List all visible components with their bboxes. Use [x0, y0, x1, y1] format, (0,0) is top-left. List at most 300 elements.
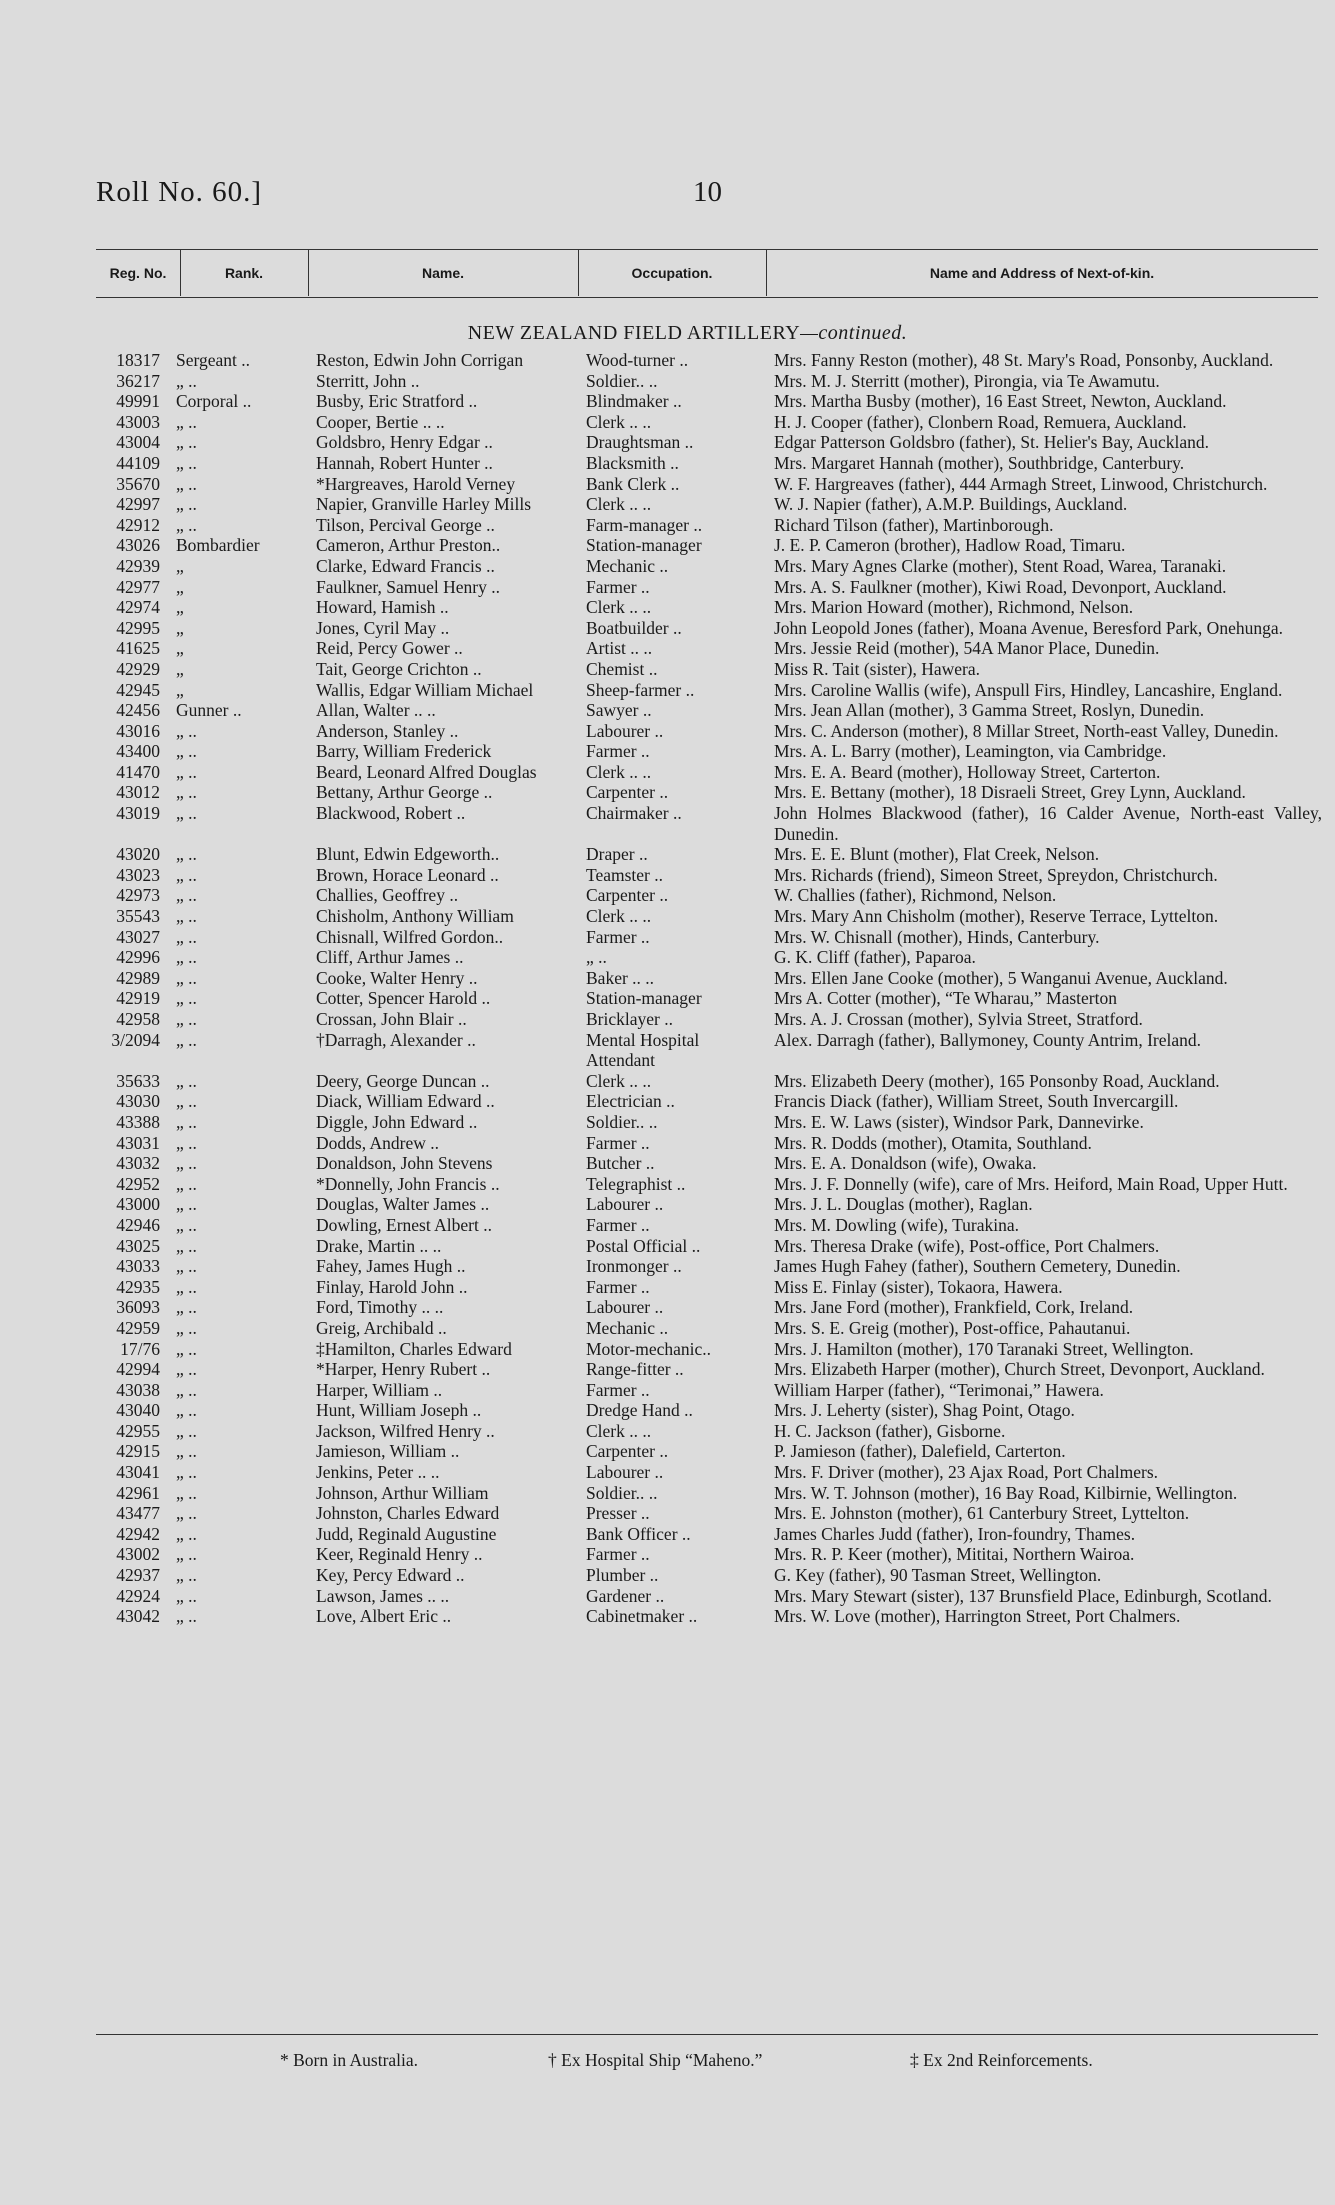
rank-cell: „ .. [176, 803, 197, 824]
name-cell: Anderson, Stanley .. [316, 720, 459, 741]
next-of-kin-cell: H. C. Jackson (father), Gisborne. [774, 1420, 1006, 1441]
next-of-kin-cell: Mrs. W. Love (mother), Harrington Street, Port Chalmers. [774, 1606, 1181, 1627]
table-row [96, 1503, 1335, 1524]
table-row [96, 988, 1335, 1009]
reg-no-cell: 42924 [116, 1585, 160, 1606]
reg-no-cell: 43019 [116, 803, 160, 824]
rank-cell: „ .. [176, 452, 197, 473]
next-of-kin-cell: Mrs. Ellen Jane Cooke (mother), 5 Wanganui Avenue, Auckland. [774, 967, 1228, 988]
table-row [96, 371, 1335, 392]
rank-cell: „ .. [176, 926, 197, 947]
next-of-kin-cell: W. J. Napier (father), A.M.P. Buildings, Auckland. [774, 494, 1128, 515]
reg-no-cell: 43023 [116, 864, 160, 885]
name-cell: Keer, Reginald Henry .. [316, 1544, 483, 1565]
reg-no-cell: 42942 [116, 1523, 160, 1544]
table-row [96, 680, 1335, 701]
next-of-kin-cell: Mrs. A. L. Barry (mother), Leamington, via Cambridge. [774, 741, 1167, 762]
name-cell: Faulkner, Samuel Henry .. [316, 576, 500, 597]
reg-no-cell: 43038 [116, 1379, 160, 1400]
next-of-kin-cell: Mrs. A. J. Crossan (mother), Sylvia Street, Stratford. [774, 1009, 1143, 1029]
reg-no-cell: 42955 [116, 1420, 160, 1441]
next-of-kin-cell: Francis Diack (father), William Street, South Invercargill. [774, 1091, 1179, 1112]
reg-no-cell: 43477 [116, 1503, 160, 1524]
name-cell: Sterritt, John .. [316, 370, 420, 391]
next-of-kin-cell: W. Challies (father), Richmond, Nelson. [774, 885, 1057, 906]
reg-no-cell: 42989 [116, 967, 160, 988]
name-cell: Harper, William .. [316, 1379, 443, 1400]
next-of-kin-cell: Mrs. Caroline Wallis (wife), Anspull Firs, Hindley, Lancashire, England. [774, 679, 1283, 700]
rank-cell: „ .. [176, 1297, 197, 1318]
rank-cell: „ [176, 658, 184, 679]
col-next-of-kin: Name and Address of Next-of-kin. [929, 265, 1155, 281]
occupation-cell: Wood-turner .. [586, 350, 689, 370]
next-of-kin-cell: Mrs. Mary Ann Chisholm (mother), Reserve Terrace, Lyttelton. [774, 906, 1219, 927]
name-cell: Johnson, Arthur William [316, 1482, 489, 1503]
table-row [96, 1462, 1335, 1483]
table-row [96, 453, 1335, 474]
occupation-cell: Motor-mechanic.. [586, 1338, 712, 1359]
occupation-cell: Electrician .. [586, 1091, 675, 1112]
next-of-kin-cell: G. K. Cliff (father), Paparoa. [774, 947, 976, 968]
next-of-kin-cell: James Hugh Fahey (father), Southern Cemetery, Dunedin. [774, 1256, 1181, 1277]
next-of-kin-cell: William Harper (father), “Terimonai,” Hawera. [774, 1379, 1104, 1400]
table-row [96, 432, 1335, 453]
table-row [96, 1071, 1335, 1092]
rank-cell: Sergeant .. [176, 350, 251, 370]
name-cell: Jamieson, William .. [316, 1441, 460, 1462]
next-of-kin-cell: Richard Tilson (father), Martinborough. [774, 514, 1054, 535]
name-cell: Cooke, Walter Henry .. [316, 967, 478, 988]
next-of-kin-cell: Miss R. Tait (sister), Hawera. [774, 658, 980, 679]
rank-cell: „ .. [176, 1029, 197, 1050]
name-cell: Goldsbro, Henry Edgar .. [316, 432, 493, 453]
roll-title: Roll No. 60.] [96, 176, 263, 208]
occupation-cell: Bricklayer .. [586, 1009, 673, 1029]
occupation-cell: Draper .. [586, 844, 648, 865]
occupation-cell: Teamster .. [586, 864, 664, 885]
next-of-kin-cell: Mrs. E. Bettany (mother), 18 Disraeli Street, Grey Lynn, Auckland. [774, 782, 1246, 803]
next-of-kin-cell: Mrs. Fanny Reston (mother), 48 St. Mary's Road, Ponsonby, Auckland. [774, 350, 1274, 370]
rank-cell: „ .. [176, 514, 197, 535]
name-cell: Judd, Reginald Augustine [316, 1523, 497, 1544]
name-cell: Brown, Horace Leonard .. [316, 864, 499, 885]
table-bottom-rule [96, 2034, 1318, 2035]
reg-no-cell: 42997 [116, 494, 160, 515]
next-of-kin-cell: Mrs. Mary Agnes Clarke (mother), Stent Road, Warea, Taranaki. [774, 555, 1227, 576]
table-row [96, 1297, 1335, 1318]
reg-no-cell: 42958 [116, 1009, 160, 1029]
col-reg-no: Reg. No. [96, 250, 181, 296]
table-row [96, 865, 1335, 886]
rank-cell: „ .. [176, 1523, 197, 1544]
occupation-cell: Station-manager [586, 988, 702, 1009]
table-row [96, 803, 1335, 844]
occupation-cell: Farmer .. [586, 1214, 650, 1235]
occupation-cell: Clerk .. .. [586, 597, 652, 618]
reg-no-cell: 42973 [116, 885, 160, 906]
table-row [96, 659, 1335, 680]
rank-cell: „ .. [176, 1256, 197, 1277]
name-cell: Wallis, Edgar William Michael [316, 679, 534, 700]
next-of-kin-cell: Miss E. Finlay (sister), Tokaora, Hawera. [774, 1276, 1063, 1297]
occupation-cell: „ .. [586, 947, 607, 968]
occupation-cell: Labourer .. [586, 1194, 664, 1215]
page-number: 10 [693, 176, 722, 208]
table-row [96, 597, 1335, 618]
next-of-kin-cell: Mrs. J. F. Donnelly (wife), care of Mrs. Heiford, Main Road, Upper Hutt. [774, 1173, 1288, 1194]
table-row [96, 1483, 1335, 1504]
rank-cell: „ .. [176, 988, 197, 1009]
next-of-kin-cell: Mrs. M. Dowling (wife), Turakina. [774, 1214, 1019, 1235]
table-row [96, 1421, 1335, 1442]
next-of-kin-cell: Mrs. S. E. Greig (mother), Post-office, Pahautanui. [774, 1317, 1131, 1338]
reg-no-cell: 42995 [116, 617, 160, 638]
rank-cell: „ .. [176, 494, 197, 515]
col-rank: Rank. [180, 250, 309, 296]
reg-no-cell: 43042 [116, 1606, 160, 1627]
name-cell: Tait, George Crichton .. [316, 658, 482, 679]
next-of-kin-cell: H. J. Cooper (father), Clonbern Road, Remuera, Auckland. [774, 411, 1187, 432]
next-of-kin-cell: Mrs. Richards (friend), Simeon Street, Spreydon, Christchurch. [774, 864, 1218, 885]
table-row [96, 1256, 1335, 1277]
table-row [96, 515, 1335, 536]
occupation-cell: Range-fitter .. [586, 1359, 684, 1380]
table-row [96, 1524, 1335, 1545]
next-of-kin-cell: Mrs. Margaret Hannah (mother), Southbridge, Canterbury. [774, 452, 1185, 473]
rank-cell: „ .. [176, 720, 197, 741]
reg-no-cell: 42912 [116, 514, 160, 535]
rank-cell: „ .. [176, 1009, 197, 1029]
name-cell: Blunt, Edwin Edgeworth.. [316, 844, 500, 865]
next-of-kin-cell: Mrs. J. Hamilton (mother), 170 Taranaki Street, Wellington. [774, 1338, 1194, 1359]
next-of-kin-cell: Edgar Patterson Goldsbro (father), St. Helier's Bay, Auckland. [774, 432, 1210, 453]
name-cell: *Harper, Henry Rubert .. [316, 1359, 491, 1380]
reg-no-cell: 35670 [116, 473, 160, 494]
reg-no-cell: 42945 [116, 679, 160, 700]
table-row [96, 1606, 1335, 1627]
col-name: Name. [308, 250, 579, 296]
reg-no-cell: 43388 [116, 1111, 160, 1132]
table-row [96, 947, 1335, 968]
occupation-cell: Chairmaker .. [586, 803, 682, 824]
name-cell: Reston, Edwin John Corrigan [316, 350, 524, 370]
occupation-cell: Blindmaker .. [586, 391, 682, 412]
reg-no-cell: 3/2094 [111, 1029, 160, 1050]
next-of-kin-cell: Mrs. M. J. Sterritt (mother), Pirongia, via Te Awamutu. [774, 370, 1160, 391]
rank-cell: „ [176, 679, 184, 700]
reg-no-cell: 43012 [116, 782, 160, 803]
reg-no-cell: 43032 [116, 1153, 160, 1174]
table-row [96, 927, 1335, 948]
occupation-cell: Mechanic .. [586, 1317, 669, 1338]
reg-no-cell: 42939 [116, 555, 160, 576]
name-cell: Fahey, James Hugh .. [316, 1256, 466, 1277]
next-of-kin-cell: Mrs. E. Johnston (mother), 61 Canterbury Street, Lyttelton. [774, 1503, 1190, 1524]
name-cell: Allan, Walter .. .. [316, 700, 436, 721]
next-of-kin-cell: Mrs. W. T. Johnson (mother), 16 Bay Road, Kilbirnie, Wellington. [774, 1482, 1238, 1503]
page-header [96, 176, 1326, 226]
section-title-text: NEW ZEALAND FIELD ARTILLERY [467, 322, 801, 344]
table-row [96, 412, 1335, 433]
next-of-kin-cell: Mrs. E. W. Laws (sister), Windsor Park, Dannevirke. [774, 1111, 1144, 1132]
next-of-kin-cell: John Leopold Jones (father), Moana Avenue, Beresford Park, Onehunga. [774, 617, 1283, 638]
reg-no-cell: 43002 [116, 1544, 160, 1565]
name-cell: Chisnall, Wilfred Gordon.. [316, 926, 504, 947]
next-of-kin-cell: Mrs. Marion Howard (mother), Richmond, Nelson. [774, 597, 1134, 618]
rank-cell: „ .. [176, 1565, 197, 1586]
rank-cell: Bombardier [176, 535, 260, 556]
occupation-cell: Labourer .. [586, 1297, 664, 1318]
reg-no-cell: 43030 [116, 1091, 160, 1112]
occupation-cell: Clerk .. .. [586, 494, 652, 515]
rank-cell: „ .. [176, 1400, 197, 1421]
occupation-cell: Ironmonger .. [586, 1256, 682, 1277]
table-row [96, 638, 1335, 659]
table-row [96, 1339, 1335, 1360]
next-of-kin-cell: Mrs. Martha Busby (mother), 16 East Street, Newton, Auckland. [774, 391, 1227, 412]
rank-cell: „ .. [176, 782, 197, 803]
name-cell: Jones, Cyril May .. [316, 617, 450, 638]
next-of-kin-cell: Mrs. J. Leherty (sister), Shag Point, Otago. [774, 1400, 1075, 1421]
reg-no-cell: 49991 [116, 391, 160, 412]
reg-no-cell: 17/76 [120, 1338, 160, 1359]
occupation-cell: Farmer .. [586, 1544, 650, 1565]
occupation-cell: Sawyer .. [586, 700, 652, 721]
reg-no-cell: 43026 [116, 535, 160, 556]
name-cell: Key, Percy Edward .. [316, 1565, 465, 1586]
occupation-cell: Mechanic .. [586, 555, 669, 576]
next-of-kin-cell: Mrs. Jane Ford (mother), Frankfield, Cork, Ireland. [774, 1297, 1134, 1318]
name-cell: Cooper, Bertie .. .. [316, 411, 445, 432]
reg-no-cell: 35633 [116, 1070, 160, 1091]
reg-no-cell: 42977 [116, 576, 160, 597]
name-cell: Drake, Martin .. .. [316, 1235, 442, 1256]
footnote-born-australia: * Born in Australia. [280, 2050, 419, 2070]
occupation-cell: Dredge Hand .. [586, 1400, 693, 1421]
rank-cell: „ .. [176, 411, 197, 432]
occupation-cell: Butcher .. [586, 1153, 655, 1174]
occupation-cell: Carpenter .. [586, 1441, 669, 1462]
occupation-cell: Clerk .. .. [586, 761, 652, 782]
reg-no-cell: 35543 [116, 906, 160, 927]
table-row [96, 1236, 1335, 1257]
reg-no-cell: 43025 [116, 1235, 160, 1256]
table-row [96, 885, 1335, 906]
table-row [96, 844, 1335, 865]
table-row [96, 1277, 1335, 1298]
col-occupation: Occupation. [578, 250, 767, 296]
occupation-cell: Farmer .. [586, 741, 650, 762]
name-cell: Love, Albert Eric .. [316, 1606, 452, 1627]
name-cell: *Hargreaves, Harold Verney [316, 473, 516, 494]
occupation-cell: Bank Clerk .. [586, 473, 680, 494]
table-row [96, 1112, 1335, 1133]
occupation-cell: Postal Official .. [586, 1235, 701, 1256]
occupation-cell: Plumber .. [586, 1565, 659, 1586]
name-cell: Dowling, Ernest Albert .. [316, 1214, 492, 1235]
name-cell: Lawson, James .. .. [316, 1585, 450, 1606]
table-row [96, 1400, 1335, 1421]
name-cell: Beard, Leonard Alfred Douglas [316, 761, 537, 782]
name-cell: Deery, George Duncan .. [316, 1070, 490, 1091]
reg-no-cell: 44109 [116, 452, 160, 473]
name-cell: Barry, William Frederick [316, 741, 492, 762]
rank-cell: „ .. [176, 1420, 197, 1441]
reg-no-cell: 36217 [116, 370, 160, 391]
name-cell: Challies, Geoffrey .. [316, 885, 459, 906]
name-cell: Dodds, Andrew .. [316, 1132, 439, 1153]
occupation-cell: Soldier.. .. [586, 370, 658, 391]
reg-no-cell: 43027 [116, 926, 160, 947]
rank-cell: „ .. [176, 1359, 197, 1380]
rank-cell: „ .. [176, 1503, 197, 1524]
name-cell: Reid, Percy Gower .. [316, 638, 463, 659]
reg-no-cell: 43033 [116, 1256, 160, 1277]
name-cell: Hunt, William Joseph .. [316, 1400, 482, 1421]
next-of-kin-cell: Mrs. R. P. Keer (mother), Mititai, Northern Wairoa. [774, 1544, 1135, 1565]
rank-cell: „ .. [176, 1091, 197, 1112]
table-row [96, 1318, 1335, 1339]
table-row [96, 762, 1335, 783]
reg-no-cell: 42915 [116, 1441, 160, 1462]
name-cell: †Darragh, Alexander .. [316, 1029, 476, 1050]
reg-no-cell: 43031 [116, 1132, 160, 1153]
occupation-cell: Soldier.. .. [586, 1482, 658, 1503]
rank-cell: „ [176, 555, 184, 576]
table-row [96, 1544, 1335, 1565]
next-of-kin-cell: Mrs A. Cotter (mother), “Te Wharau,” Masterton [774, 988, 1118, 1009]
rank-cell: „ .. [176, 1276, 197, 1297]
section-title-suffix: —continued. [800, 322, 908, 344]
table-row [96, 1153, 1335, 1174]
reg-no-cell: 41470 [116, 761, 160, 782]
reg-no-cell: 42996 [116, 947, 160, 968]
occupation-cell: Bank Officer .. [586, 1523, 691, 1544]
occupation-cell: Carpenter .. [586, 885, 669, 906]
reg-no-cell: 43400 [116, 741, 160, 762]
rank-cell: „ .. [176, 1544, 197, 1565]
next-of-kin-cell: James Charles Judd (father), Iron-foundry, Thames. [774, 1523, 1136, 1544]
next-of-kin-cell: Mrs. R. Dodds (mother), Otamita, Southland. [774, 1132, 1092, 1153]
name-cell: Napier, Granville Harley Mills [316, 494, 532, 515]
table-row [96, 1441, 1335, 1462]
rank-cell: „ .. [176, 741, 197, 762]
next-of-kin-cell: Mrs. E. E. Blunt (mother), Flat Creek, Nelson. [774, 844, 1100, 865]
rank-cell: „ .. [176, 1070, 197, 1091]
rank-cell: „ .. [176, 864, 197, 885]
rank-cell: „ .. [176, 370, 197, 391]
occupation-cell: Station-manager [586, 535, 702, 556]
name-cell: Chisholm, Anthony William [316, 906, 514, 927]
rank-cell: „ .. [176, 1111, 197, 1132]
occupation-cell: Clerk .. .. [586, 1070, 652, 1091]
rank-cell: „ [176, 638, 184, 659]
table-row [96, 782, 1335, 803]
rank-cell: „ .. [176, 1132, 197, 1153]
reg-no-cell: 42946 [116, 1214, 160, 1235]
rank-cell: „ .. [176, 473, 197, 494]
table-row [96, 1030, 1335, 1071]
name-cell: Jenkins, Peter .. .. [316, 1462, 440, 1483]
next-of-kin-cell: Mrs. J. L. Douglas (mother), Raglan. [774, 1194, 1033, 1215]
reg-no-cell: 43003 [116, 411, 160, 432]
reg-no-cell: 42929 [116, 658, 160, 679]
name-cell: Bettany, Arthur George .. [316, 782, 493, 803]
rank-cell: „ .. [176, 1173, 197, 1194]
reg-no-cell: 42961 [116, 1482, 160, 1503]
reg-no-cell: 36093 [116, 1297, 160, 1318]
occupation-cell: Farm-manager .. [586, 514, 703, 535]
name-cell: Cotter, Spencer Harold .. [316, 988, 491, 1009]
occupation-cell: Sheep-farmer .. [586, 679, 695, 700]
next-of-kin-cell: W. F. Hargreaves (father), 444 Armagh Street, Linwood, Christchurch. [774, 473, 1268, 494]
rank-cell: Gunner .. [176, 700, 242, 721]
rank-cell: „ [176, 576, 184, 597]
next-of-kin-cell: Alex. Darragh (father), Ballymoney, County Antrim, Ireland. [774, 1029, 1202, 1050]
rank-cell: „ .. [176, 906, 197, 927]
occupation-cell: Clerk .. .. [586, 411, 652, 432]
reg-no-cell: 43004 [116, 432, 160, 453]
occupation-cell: Telegraphist .. [586, 1173, 686, 1194]
next-of-kin-cell: Mrs. E. A. Beard (mother), Holloway Street, Carterton. [774, 761, 1161, 782]
table-row [96, 556, 1335, 577]
next-of-kin-cell: Mrs. Jean Allan (mother), 3 Gamma Street, Roslyn, Dunedin. [774, 700, 1205, 721]
occupation-cell: Carpenter .. [586, 782, 669, 803]
table-row [96, 906, 1335, 927]
table-row [96, 618, 1335, 639]
table-row [96, 1194, 1335, 1215]
occupation-cell: Clerk .. .. [586, 1420, 652, 1441]
rank-cell: „ .. [176, 1317, 197, 1338]
reg-no-cell: 41625 [116, 638, 160, 659]
reg-no-cell: 42952 [116, 1173, 160, 1194]
reg-no-cell: 43016 [116, 720, 160, 741]
table-row [96, 1586, 1335, 1607]
footnote-hospital-ship: † Ex Hospital Ship “Maheno.” [548, 2050, 763, 2070]
name-cell: Howard, Hamish .. [316, 597, 449, 618]
reg-no-cell: 42919 [116, 988, 160, 1009]
rank-cell: „ .. [176, 885, 197, 906]
rank-cell: Corporal .. [176, 391, 252, 412]
occupation-cell: Farmer .. [586, 926, 650, 947]
rank-cell: „ .. [176, 1338, 197, 1359]
table-row [96, 535, 1335, 556]
name-cell: Douglas, Walter James .. [316, 1194, 490, 1215]
name-cell: Greig, Archibald .. [316, 1317, 447, 1338]
table-row [96, 1380, 1335, 1401]
occupation-cell: Baker .. .. [586, 967, 655, 988]
name-cell: Clarke, Edward Francis .. [316, 555, 495, 576]
name-cell: Jackson, Wilfred Henry .. [316, 1420, 495, 1441]
rank-cell: „ .. [176, 1153, 197, 1174]
table-row [96, 577, 1335, 598]
next-of-kin-cell: Mrs. W. Chisnall (mother), Hinds, Canterbury. [774, 926, 1100, 947]
reg-no-cell: 42937 [116, 1565, 160, 1586]
table-row [96, 1565, 1335, 1586]
next-of-kin-cell: Mrs. Jessie Reid (mother), 54A Manor Place, Dunedin. [774, 638, 1160, 659]
next-of-kin-cell: Mrs. A. S. Faulkner (mother), Kiwi Road, Devonport, Auckland. [774, 576, 1227, 597]
table-row [96, 474, 1335, 495]
rank-cell: „ .. [176, 1441, 197, 1462]
table-row [96, 1091, 1335, 1112]
next-of-kin-cell: Mrs. Elizabeth Deery (mother), 165 Ponsonby Road, Auckland. [774, 1070, 1220, 1091]
name-cell: Finlay, Harold John .. [316, 1276, 468, 1297]
table-row [96, 1174, 1335, 1195]
rank-cell: „ .. [176, 947, 197, 968]
reg-no-cell: 42974 [116, 597, 160, 618]
table-row [96, 1133, 1335, 1154]
name-cell: Blackwood, Robert .. [316, 803, 466, 824]
